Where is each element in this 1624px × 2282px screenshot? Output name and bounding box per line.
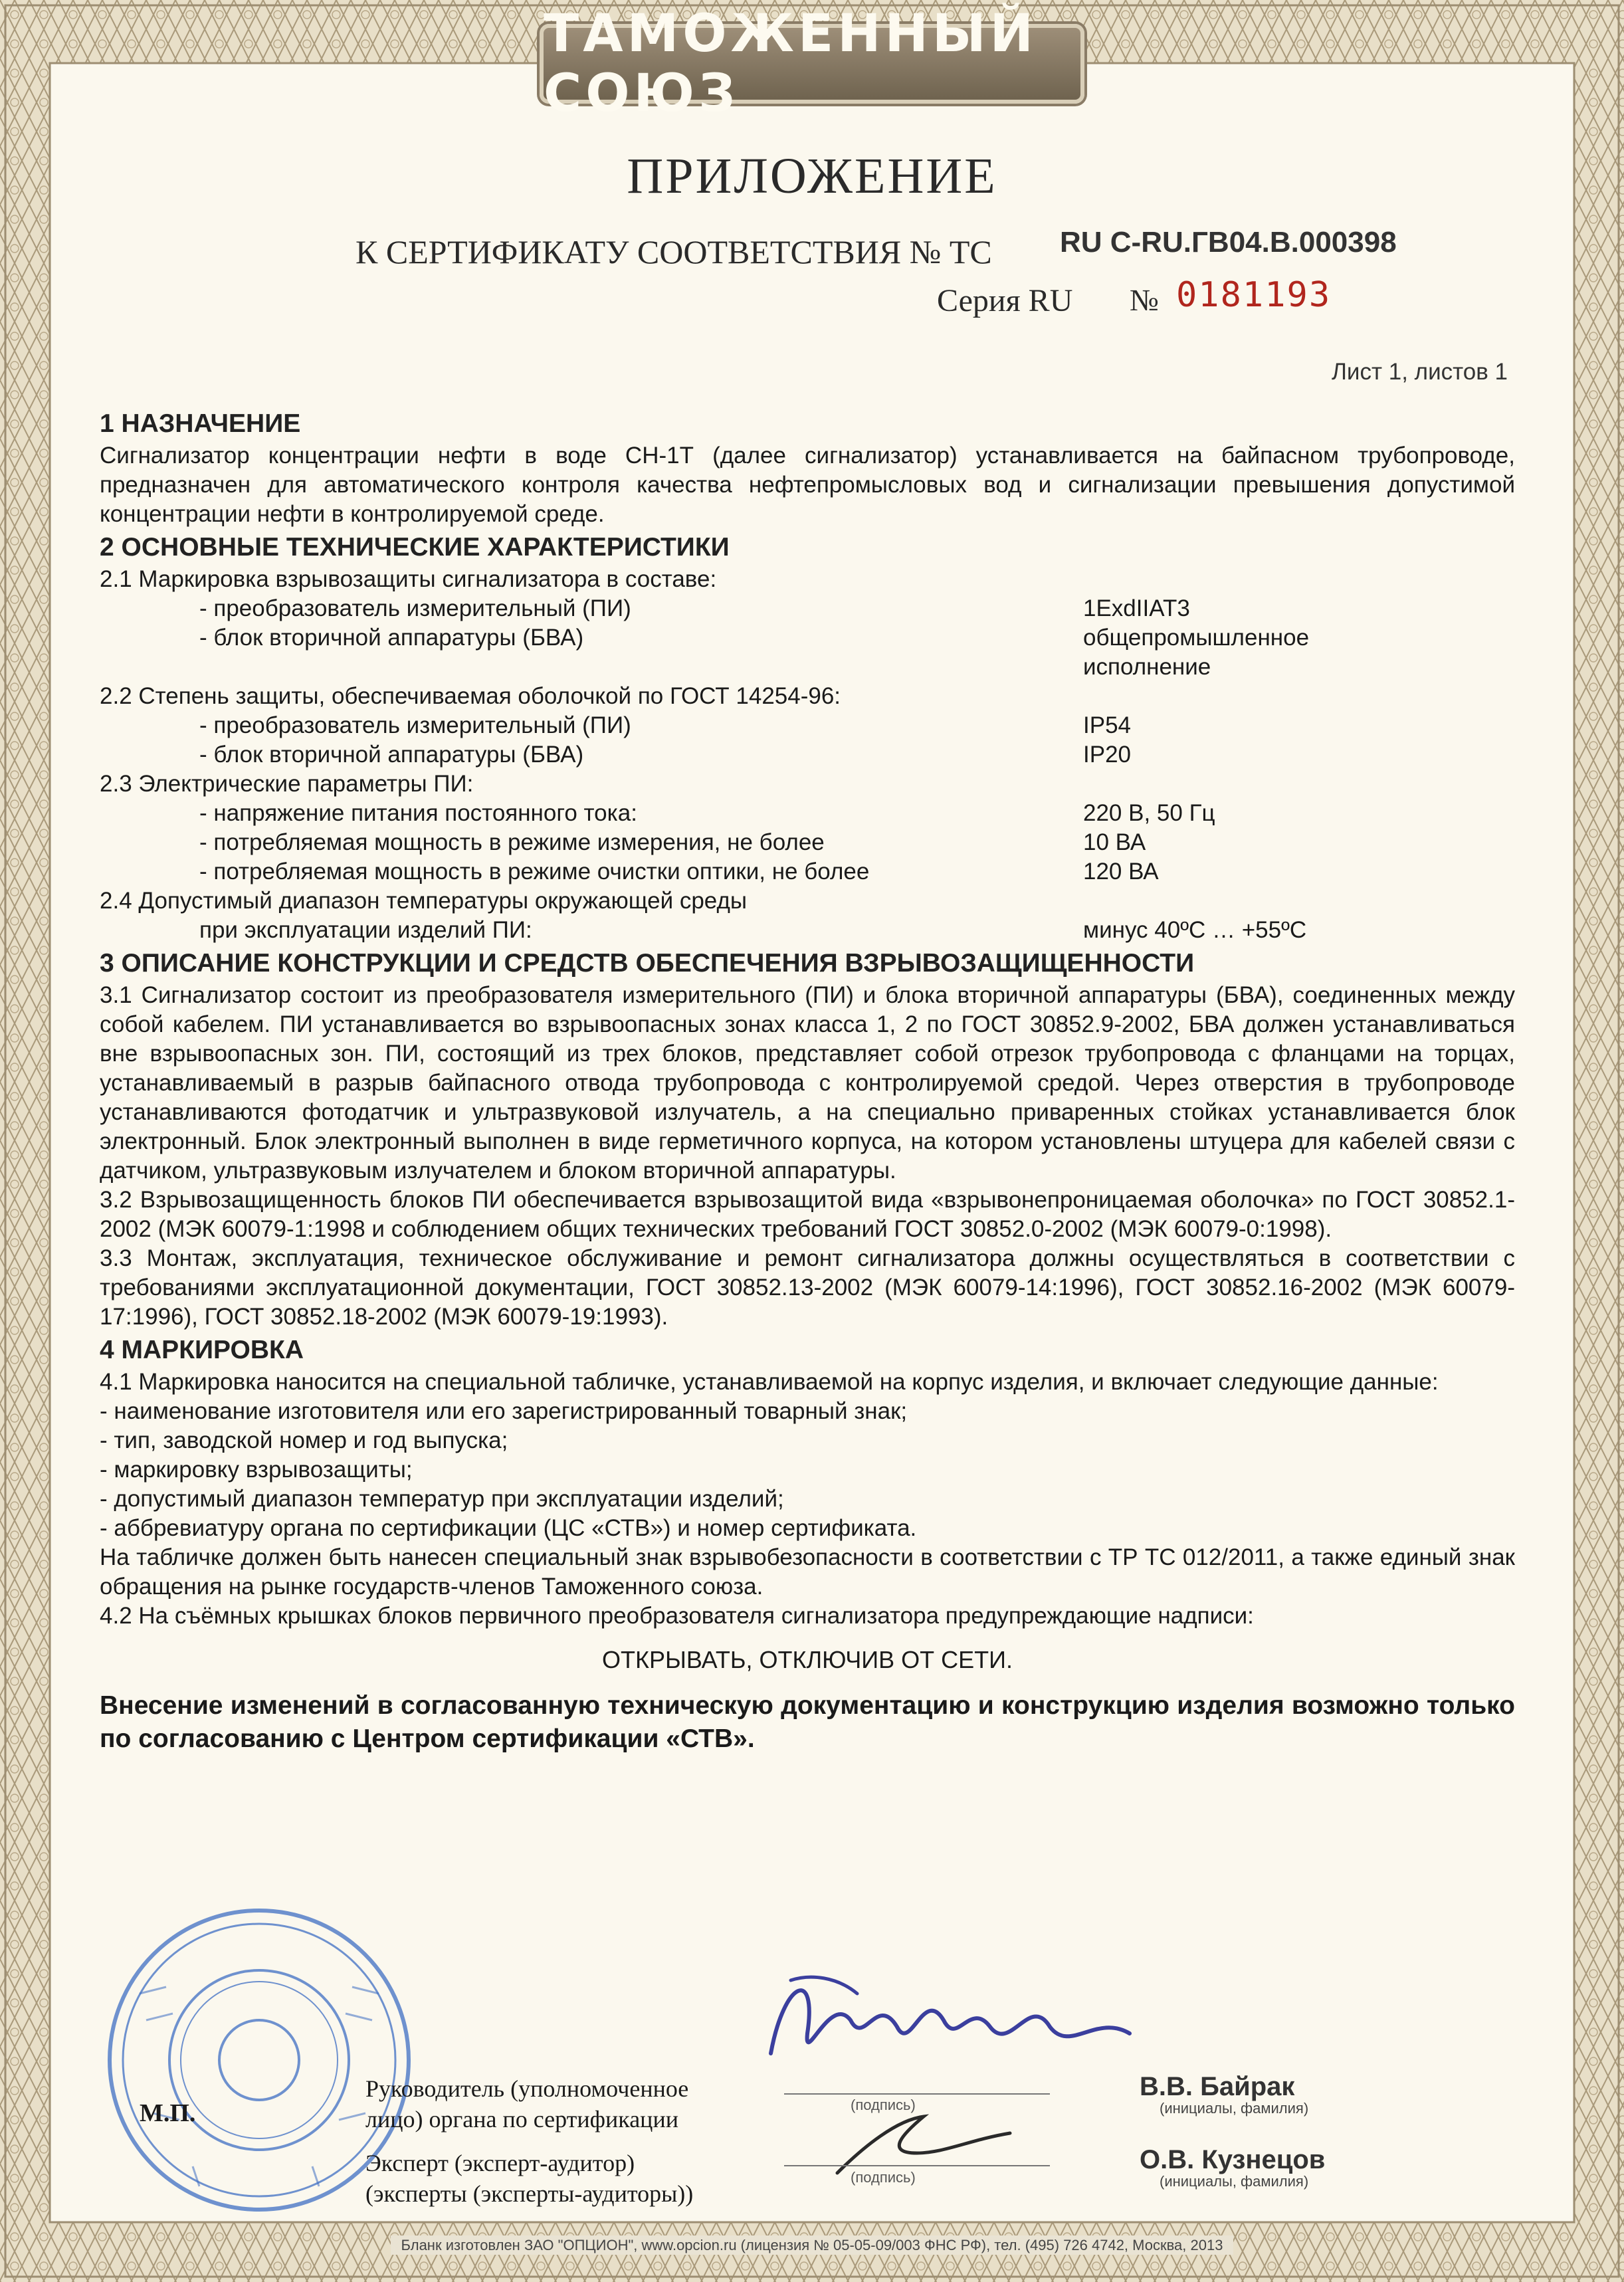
section-1-text: Сигнализатор концентрации нефти в воде СН-1Т (далее сигнализатор) устанавливается на байпасном трубопроводе, предназначен для автоматического контроля качества нефтепромысловых вод и сигнализации превышения допустимой концентрации нефти в контролируемой среде.: [100, 443, 1515, 527]
para-3-1: 3.1 Сигнализатор состоит из преобразователя измерительного (ПИ) и блока вторичной аппаратуры (БВА), соединенных между собой кабелем. ПИ устанавливается во взрывоопасных зонах класса 1, 2 по ГОСТ 30852.9-2002, БВА должен устанавливаться вне взрывоопасных зон. ПИ, состоящий из трех блоков, представляет собой отрезок трубопровода с фланцами на торцах, устанавливаемый в разрыв байпасного отвода трубопровода с контролируемой средой. Через отверстия в трубопроводе устанавливаются фотодатчик и ультразвуковой излучатель, а на специально приваренных стойках устанавливается блок электронный. Блок электронный выполнен в виде герметичного корпуса, на котором установлены штуцера для кабелей связи с датчиком, ультразвуковым излучателем и блоком вторичной аппаратуры.: [100, 982, 1515, 1184]
head-role-line-2: лицо) органа по сертификации: [365, 2106, 678, 2132]
para-2-4: 2.4 Допустимый диапазон температуры окружающей среды: [100, 888, 748, 914]
document-body: [100, 405, 1515, 1756]
spec-row: [100, 916, 1515, 945]
form-footer: [0, 2237, 1624, 2254]
spec-label: при эксплуатации изделий ПИ:: [199, 917, 532, 943]
spec-value: 10 ВА: [1083, 829, 1146, 855]
signature-line: [784, 2093, 1050, 2095]
series-label: Серия RU: [937, 283, 1073, 318]
spec-row: [100, 828, 1515, 857]
spec-value: IP20: [1083, 742, 1131, 768]
list-item: - маркировку взрывозащиты;: [100, 1457, 413, 1483]
spec-row: [100, 594, 1515, 623]
spec-label: - потребляемая мощность в режиме измерения, не более: [199, 829, 825, 855]
list-item: - допустимый диапазон температур при эксплуатации изделий;: [100, 1486, 784, 1512]
spec-value: 220 В, 50 Гц: [1083, 800, 1215, 826]
signature-line: [784, 2165, 1050, 2166]
signature-head: [744, 1954, 1156, 2093]
expert-role-line-2: (эксперты (эксперты-аудиторы)): [365, 2180, 694, 2207]
expert-role: [365, 2148, 693, 2209]
para-3-3: 3.3 Монтаж, эксплуатация, техническое обслуживание и ремонт сигнализатора должны осуществляться в соответствии с требованиями эксплуатационной документации, ГОСТ 30852.13-2002 (МЭК 60079-14:1996), ГОСТ 30852.16-2002 (МЭК 60079-17:1996), ГОСТ 30852.18-2002 (МЭК 60079-19:1993).: [100, 1245, 1515, 1330]
document-title: ПРИЛОЖЕНИЕ: [627, 148, 997, 204]
name-caption: (инициалы, фамилия): [1160, 2100, 1309, 2117]
signature-caption: (подпись): [851, 2097, 916, 2113]
spec-value: минус 40ºС … +55ºС: [1083, 917, 1307, 943]
spec-row: [100, 711, 1515, 740]
para-4-1: 4.1 Маркировка наносится на специальной табличке, устанавливаемой на корпус изделия, и включает следующие данные:: [100, 1369, 1439, 1395]
expert-name: О.В. Кузнецов: [1140, 2145, 1326, 2174]
spec-value: IP54: [1083, 712, 1131, 738]
certificate-caption: К СЕРТИФИКАТУ СООТВЕТСТВИЯ № ТС: [355, 233, 992, 270]
spec-row: [100, 623, 1515, 682]
spec-row: [100, 799, 1515, 828]
spec-value: 120 ВА: [1083, 859, 1159, 884]
customs-union-banner: [540, 4, 1084, 124]
spec-label: - блок вторичной аппаратуры (БВА): [199, 625, 584, 651]
para-3-2: 3.2 Взрывозащищенность блоков ПИ обеспечивается взрывозащитой вида «взрывонепроницаемая оболочка» по ГОСТ 30852.1-2002 (МЭК 60079-1:1998 и соблюдением общих технических требований ГОСТ 30852.0-2002 (МЭК 60079-0:1998).: [100, 1187, 1515, 1242]
head-role-line-1: Руководитель (уполномоченное: [365, 2075, 689, 2102]
name-caption: (инициалы, фамилия): [1160, 2173, 1309, 2190]
serial-number: 0181193: [1176, 275, 1332, 315]
serial-label: №: [1130, 283, 1159, 317]
spec-row: [100, 857, 1515, 886]
section-2-heading: 2 ОСНОВНЫЕ ТЕХНИЧЕСКИЕ ХАРАКТЕРИСТИКИ: [100, 533, 730, 562]
para-4-2: 4.2 На съёмных крышках блоков первичного преобразователя сигнализатора предупреждающие надписи:: [100, 1603, 1254, 1629]
signature-caption: (подпись): [851, 2169, 916, 2186]
spec-label: - преобразователь измерительный (ПИ): [199, 712, 631, 738]
changes-notice: Внесение изменений в согласованную техническую документацию и конструкцию изделия возможно только по согласованию с Центром сертификации «СТВ».: [100, 1691, 1515, 1753]
section-4-heading: 4 МАРКИРОВКА: [100, 1336, 304, 1364]
banner-text: ТАМОЖЕННЫЙ СОЮЗ: [544, 4, 1037, 124]
sheet-info: Лист 1, листов 1: [1331, 359, 1508, 385]
list-item: - тип, заводской номер и год выпуска;: [100, 1427, 508, 1453]
spec-label: - блок вторичной аппаратуры (БВА): [199, 742, 584, 768]
spec-value: общепромышленное исполнение: [1083, 625, 1310, 680]
section-3-heading: 3 ОПИСАНИЕ КОНСТРУКЦИИ И СРЕДСТВ ОБЕСПЕЧЕНИЯ ВЗРЫВОЗАЩИЩЕННОСТИ: [100, 949, 1195, 978]
spec-label: - преобразователь измерительный (ПИ): [199, 595, 631, 621]
certificate-number: RU C-RU.ГВ04.В.000398: [1060, 226, 1397, 259]
para-4-1b: На табличке должен быть нанесен специальный знак взрывобезопасности в соответствии с ТР ТС 012/2011, а также единый знак обращения на рынке государств-членов Таможенного союза.: [100, 1544, 1515, 1600]
seal-place-label: М.П.: [140, 2099, 196, 2127]
spec-label: - потребляемая мощность в режиме очистки оптики, не более: [199, 859, 870, 884]
list-item: - аббревиатуру органа по сертификации (ЦС «СТВ») и номер сертификата.: [100, 1515, 917, 1541]
head-name: В.В. Байрак: [1140, 2072, 1295, 2101]
footer-text: Бланк изготовлен ЗАО "ОПЦИОН", www.opcion.ru (лицензия № 05-05-09/003 ФНС РФ), тел. (495) 726 4742, Москва, 2013: [391, 2235, 1234, 2255]
para-2-1: 2.1 Маркировка взрывозащиты сигнализатора в составе:: [100, 566, 717, 592]
para-2-2: 2.2 Степень защиты, обеспечиваемая оболочкой по ГОСТ 14254-96:: [100, 683, 841, 709]
para-2-3: 2.3 Электрические параметры ПИ:: [100, 771, 474, 797]
spec-value: 1ExdIIAT3: [1083, 595, 1190, 621]
list-item: - наименование изготовителя или его зарегистрированный товарный знак;: [100, 1398, 908, 1424]
head-role: [365, 2073, 688, 2134]
expert-role-line-1: Эксперт (эксперт-аудитор): [365, 2150, 635, 2176]
spec-label: - напряжение питания постоянного тока:: [199, 800, 637, 826]
section-1-heading: 1 НАЗНАЧЕНИЕ: [100, 409, 301, 438]
warning-text: ОТКРЫВАТЬ, ОТКЛЮЧИВ ОТ СЕТИ.: [602, 1646, 1013, 1673]
spec-row: [100, 740, 1515, 770]
